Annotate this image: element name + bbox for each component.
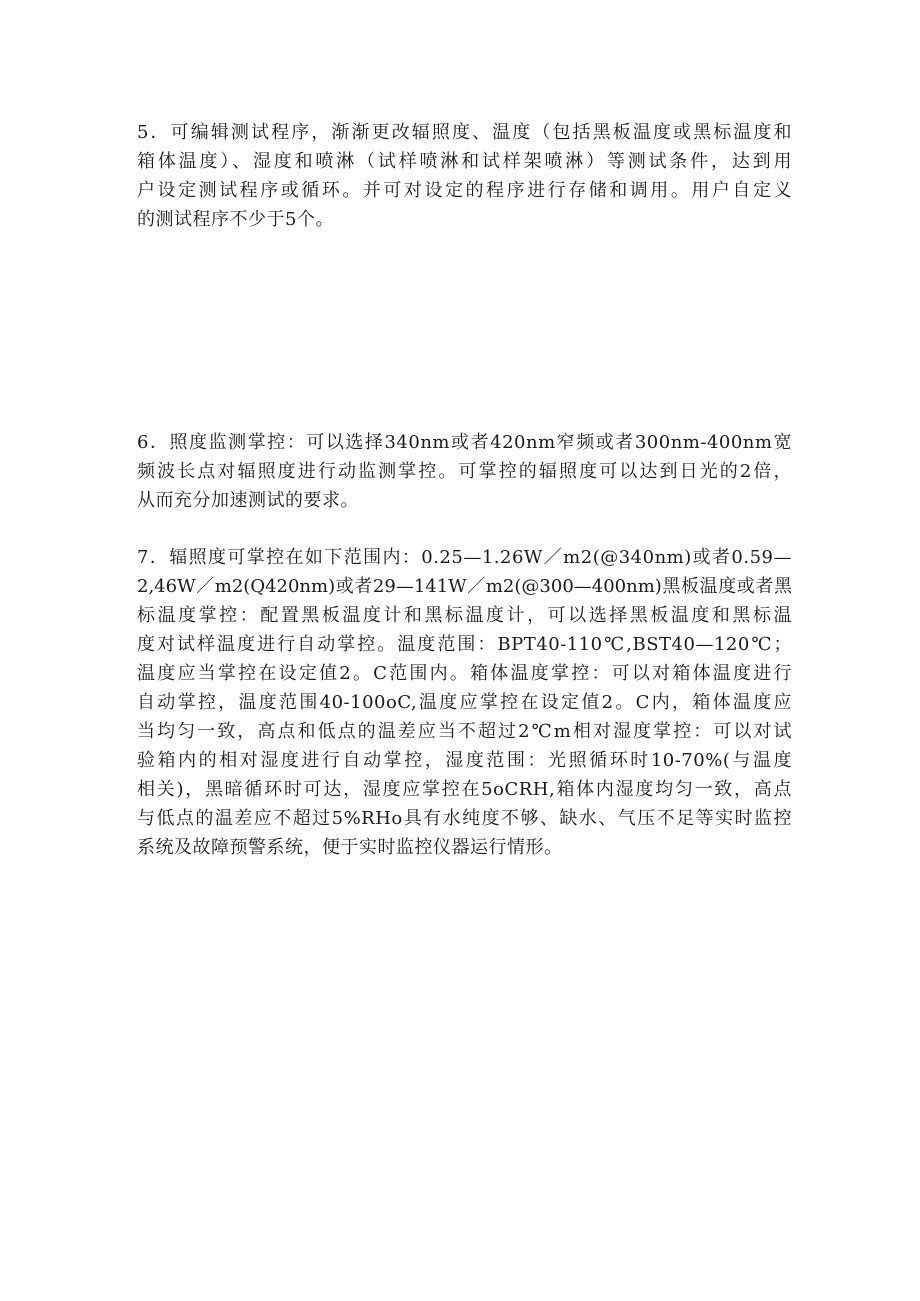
text-line: 箱体温度）、湿度和喷淋（试样喷淋和试样架喷淋）等测试条件，达到用 — [137, 151, 792, 172]
paragraph-item-7 — [137, 543, 792, 862]
text-line: 2,46W／m2(Q420nm)或者29—141W／m2(@300—400nm)黑板温度或者黑 — [137, 576, 792, 597]
text-line: 相关)，黑暗循环时可达，湿度应掌控在5oCRH,箱体内湿度均匀一致，高点 — [137, 779, 792, 800]
text-line: 系统及故障预警系统，便于实时监控仪器运行情形。 — [137, 837, 563, 858]
text-line: 从而充分加速测试的要求。 — [137, 490, 359, 511]
text-line: 自动掌控，温度范围40-100oC,温度应掌控在设定值2。C内，箱体温度应 — [137, 692, 792, 713]
text-line: 的测试程序不少于5个。 — [137, 209, 334, 230]
text-line: 标温度掌控：配置黑板温度计和黑标温度计，可以选择黑板温度和黑标温 — [137, 605, 792, 626]
text-line: 户设定测试程序或循环。并可对设定的程序进行存储和调用。用户自定义 — [137, 180, 792, 201]
text-line: 频波长点对辐照度进行动监测掌控。可掌控的辐照度可以达到日光的2倍， — [137, 461, 792, 482]
paragraph-item-5 — [137, 118, 792, 234]
text-line: 6．照度监测掌控：可以选择340nm或者420nm窄频或者300nm-400nm宽 — [137, 432, 792, 453]
text-line: 验箱内的相对湿度进行自动掌控，湿度范围：光照循环时10-70%(与温度 — [137, 750, 792, 771]
paragraph-item-6 — [137, 428, 792, 515]
text-line: 5．可编辑测试程序，渐渐更改辐照度、温度（包括黑板温度或黑标温度和 — [137, 122, 792, 143]
text-line: 7．辐照度可掌控在如下范围内：0.25—1.26W／m2(@340nm)或者0.59— — [137, 547, 792, 568]
text-line: 当均匀一致，高点和低点的温差应当不超过2℃m相对湿度掌控：可以对试 — [137, 721, 792, 742]
text-line: 与低点的温差应不超过5%RHo具有水纯度不够、缺水、气压不足等实时监控 — [137, 808, 792, 829]
text-line: 温度应当掌控在设定值2。C范围内。箱体温度掌控：可以对箱体温度进行 — [137, 663, 792, 684]
text-line: 度对试样温度进行自动掌控。温度范围：BPT40-110℃,BST40—120℃； — [137, 634, 792, 655]
